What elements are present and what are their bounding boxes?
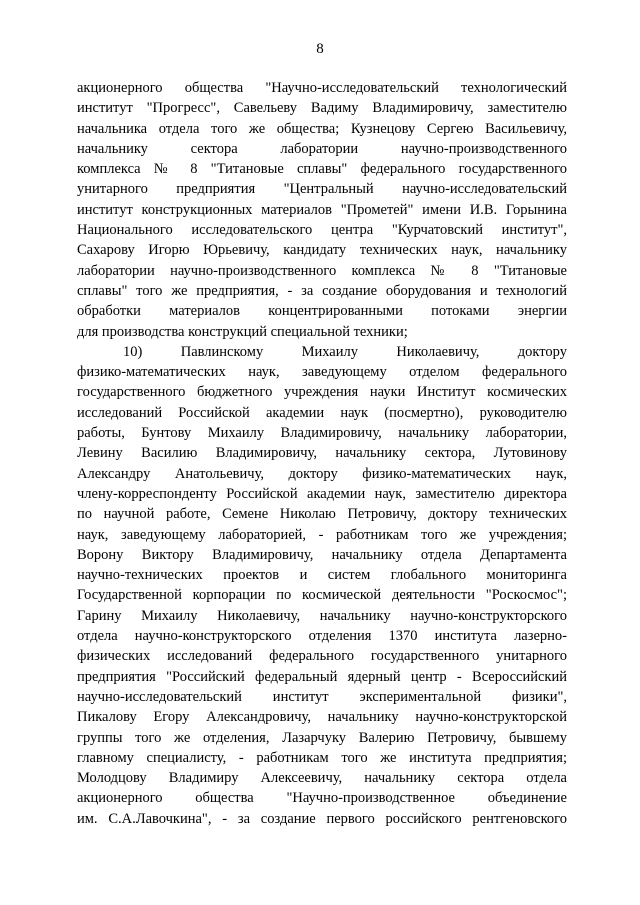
text-line: сплавы" того же предприятия, - за создание оборудования и технологий: [77, 282, 567, 299]
text-line: Ворону Виктору Владимировичу, начальнику отдела Департамента: [77, 546, 567, 563]
text-line: 10) Павлинскому Михаилу Николаевичу, доктору: [123, 343, 567, 360]
text-line: Александру Анатольевичу, доктору физико-математических наук,: [77, 465, 567, 482]
text-line: государственного бюджетного учреждения науки Институт космических: [77, 384, 567, 401]
text-line: Гарину Михаилу Николаевичу, начальнику научно-конструкторского: [77, 607, 567, 624]
text-line: Пикалову Егору Александровичу, начальнику научно-конструкторской: [77, 709, 567, 726]
text-line: Государственной корпорации по космической деятельности "Роскосмос";: [77, 587, 567, 604]
text-line: наук, заведующему лабораторией, - работникам того же учреждения;: [77, 526, 567, 543]
text-line: комплекса № 8 "Титановые сплавы" федерального государственного: [77, 161, 567, 178]
text-line: группы того же отделения, Лазарчуку Валерию Петровичу, бывшему: [77, 729, 567, 746]
text-line: Сахарову Игорю Юрьевичу, кандидату технических наук, начальнику: [77, 242, 567, 259]
text-line: Молодцову Владимиру Алексеевичу, начальнику сектора отдела: [77, 770, 567, 787]
text-line: члену-корреспонденту Российской академии наук, заместителю директора: [77, 485, 567, 502]
text-line: Левину Василию Владимировичу, начальнику сектора, Лутовинову: [77, 445, 567, 462]
text-line: физико-математических наук, заведующему отделом федерального: [77, 364, 567, 381]
text-line: акционерного общества "Научно-производственное объединение: [77, 790, 567, 807]
text-line: обработки материалов концентрированными потоками энергии: [77, 303, 567, 320]
text-line: институт "Прогресс", Савельеву Вадиму Владимировичу, заместителю: [77, 100, 567, 117]
text-line: работы, Бунтову Михаилу Владимировичу, начальнику лаборатории,: [77, 425, 567, 442]
text-line: институт конструкционных материалов "Прометей" имени И.В. Горынина: [77, 201, 567, 218]
text-line: физических исследований федерального государственного унитарного: [77, 648, 567, 665]
text-line: начальника отдела того же общества; Кузнецову Сергею Васильевичу,: [77, 120, 567, 137]
text-line: им. С.А.Лавочкина", - за создание первого российского рентгеновского: [77, 810, 567, 827]
page-number: 8: [316, 41, 324, 57]
text-line: лаборатории научно-производственного комплекса № 8 "Титановые: [77, 262, 567, 279]
text-line: научно-исследовательский институт экспериментальной физики",: [77, 688, 567, 705]
text-line: научно-технических проектов и систем глобального мониторинга: [77, 567, 567, 584]
text-line: акционерного общества "Научно-исследовательский технологический: [77, 80, 567, 96]
text-line: исследований Российской академии наук (посмертно), руководителю: [77, 404, 567, 421]
text-line: для производства конструкций специальной техники;: [77, 323, 408, 340]
document-body: [77, 78, 567, 829]
text-line: начальнику сектора лаборатории научно-производственного: [77, 140, 567, 157]
text-line: отдела научно-конструкторского отделения 1370 института лазерно-: [77, 628, 567, 645]
text-line: по научной работе, Семене Николаю Петровичу, доктору технических: [77, 506, 567, 523]
text-line: главному специалисту, - работникам того же института предприятия;: [77, 749, 567, 766]
text-line: Национального исследовательского центра "Курчатовский институт",: [77, 222, 567, 239]
text-line: предприятия "Российский федеральный ядерный центр - Всероссийский: [77, 668, 567, 685]
text-line: унитарного предприятия "Центральный научно-исследовательский: [77, 181, 567, 198]
